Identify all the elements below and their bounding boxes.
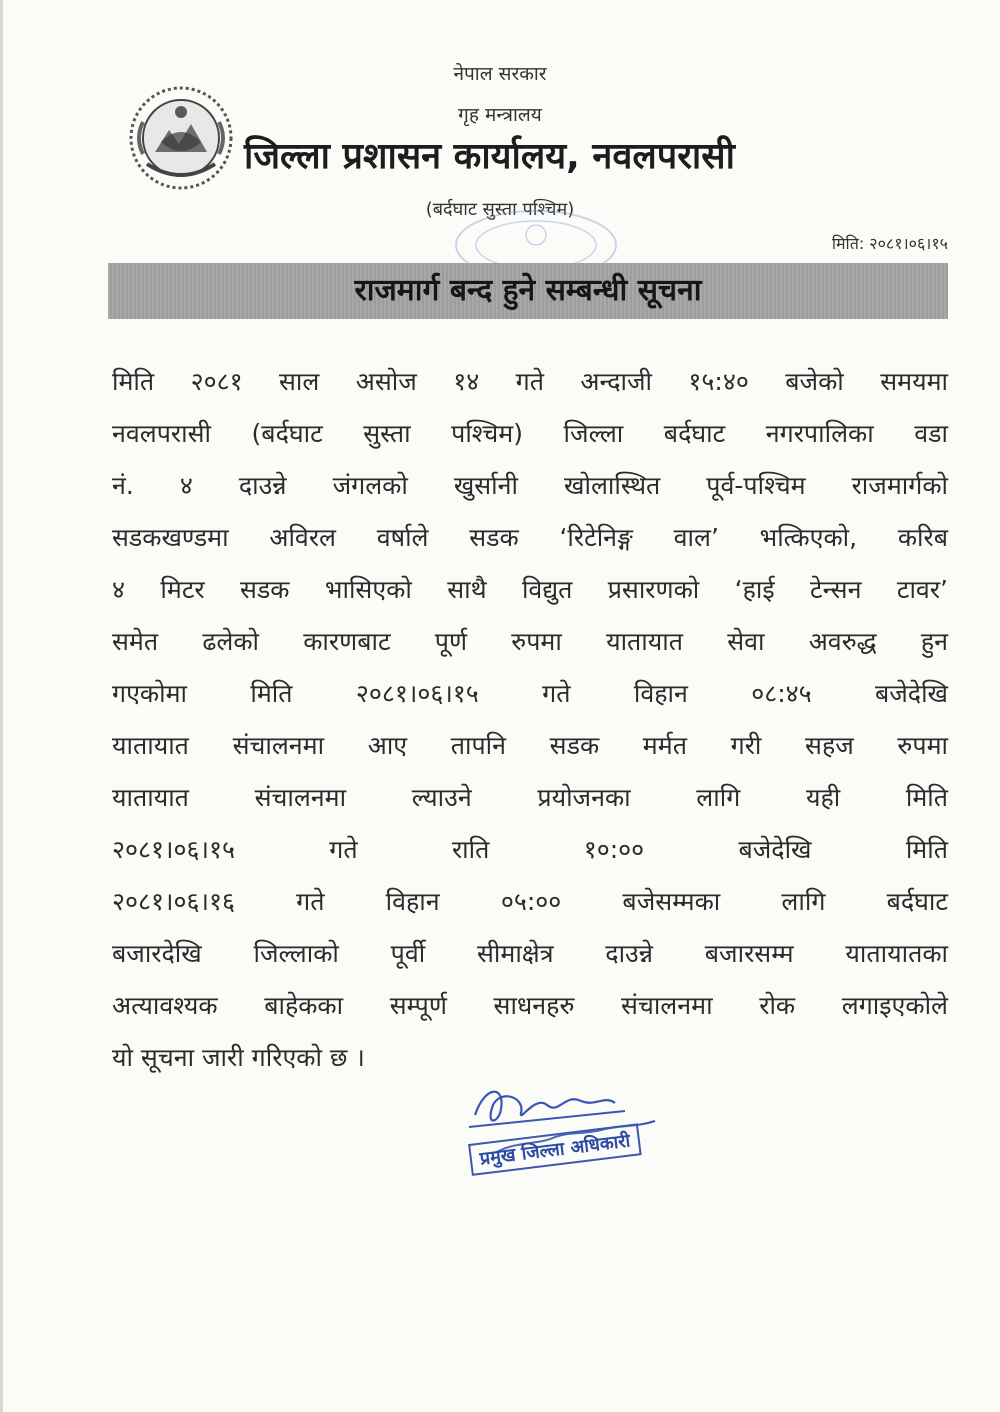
government-name: नेपाल सरकार [453, 63, 547, 85]
notice-title-band [108, 263, 948, 319]
body-line: यातायात संचालनमा ल्याउने प्रयोजनका लागि यही मिति [112, 783, 948, 812]
body-line: बजारदेखि जिल्लाको पूर्वी सीमाक्षेत्र दाउन्ने बजारसम्म यातायातका [112, 939, 948, 968]
body-line: समेत ढलेको कारणबाट पूर्ण रुपमा यातायात सेवा अवरुद्ध हुन [112, 627, 948, 656]
body-line: यो सूचना जारी गरिएको छ । [112, 1043, 365, 1072]
nepal-emblem-icon [125, 82, 237, 194]
body-line: सडकखण्डमा अविरल वर्षाले सडक ‘रिटेनिङ्ग वाल’ भत्किएको, करिब [112, 523, 948, 552]
body-line: नं. ४ दाउन्ने जंगलको खुर्सानी खोलास्थित पूर्व-पश्चिम राजमार्गको [112, 471, 948, 500]
body-line: अत्यावश्यक बाहेकका सम्पूर्ण साधनहरु संचालनमा रोक लगाइएकोले [112, 991, 948, 1020]
body-line: २०८१।०६।१६ गते विहान ०५:०० बजेसम्मका लागि बर्दघाट [112, 887, 948, 916]
body-line: मिति २०८१ साल असोज १४ गते अन्दाजी १५:४० बजेको समयमा [112, 367, 948, 396]
notice-date: मिति: २०८१।०६।१५ [831, 234, 948, 253]
body-line: यातायात संचालनमा आए तापनि सडक मर्मत गरी सहज रुपमा [112, 731, 948, 760]
body-line: २०८१।०६।१५ गते राति १०:०० बजेदेखि मिति [112, 835, 948, 864]
ministry-name: गृह मन्त्रालय [458, 104, 542, 126]
signatory-stamp: प्रमुख जिल्ला अधिकारी [468, 1123, 642, 1176]
body-line: ४ मिटर सडक भासिएको साथै विद्युत प्रसारणको ‘हाई टेन्सन टावर’ [112, 575, 948, 604]
notice-title: राजमार्ग बन्द हुने सम्बन्धी सूचना [354, 273, 702, 308]
office-location: (बर्दघाट सुस्ता पश्चिम) [425, 199, 575, 220]
body-line: नवलपरासी (बर्दघाट सुस्ता पश्चिम) जिल्ला बर्दघाट नगरपालिका वडा [112, 419, 948, 448]
body-line: गएकोमा मिति २०८१।०६।१५ गते विहान ०८:४५ बजेदेखि [112, 679, 948, 708]
office-title: जिल्ला प्रशासन कार्यालय, नवलपरासी [244, 136, 735, 177]
